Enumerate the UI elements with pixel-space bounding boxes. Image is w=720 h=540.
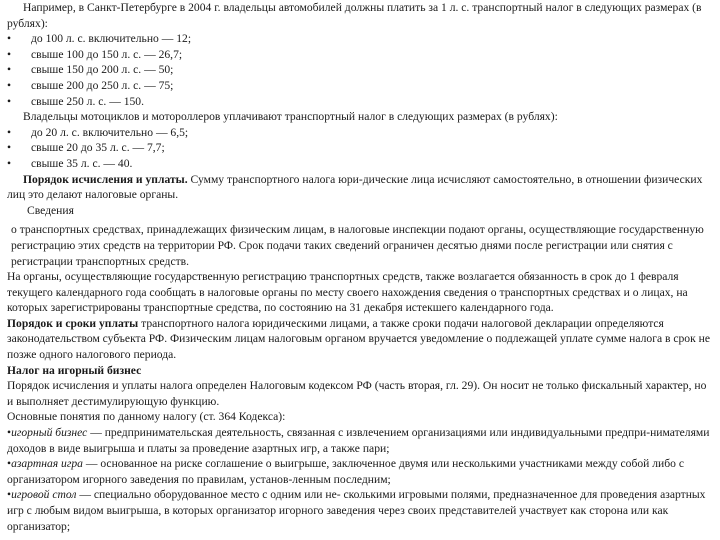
- calc-paragraph: [7, 172, 713, 203]
- moto-intro-paragraph: Владельцы мотоциклов и мотороллеров уплачивают транспортный налог в следующих размерах (в рублях):: [23, 110, 558, 124]
- definition-item: [7, 425, 713, 456]
- list-item: • до 100 л. с. включительно — 12;: [7, 31, 713, 47]
- concepts-intro-paragraph: Основные понятия по данному налогу (ст. 364 Кодекса):: [7, 410, 286, 424]
- bullet-icon: •: [7, 457, 12, 471]
- car-rates-list: [7, 31, 713, 109]
- list-item: • свыше 100 до 150 л. с. — 26,7;: [7, 47, 713, 63]
- list-item: • свыше 200 до 250 л. с. — 75;: [7, 78, 713, 94]
- terms-paragraph: [7, 316, 713, 363]
- info-paragraph: о транспортных средствах, принадлежащих физическим лицам, в налоговые инспекции подают органы, осуществляющие государственную регистрацию этих средств на территории РФ. Срок подачи таких сведений ограничен десятью днями после регистрации или снятия с регистрации транспортных средств.: [11, 223, 704, 268]
- bullet-icon: •: [7, 426, 12, 440]
- info-heading: Сведения: [27, 203, 74, 217]
- terms-heading: Порядок и сроки уплаты: [7, 316, 139, 330]
- definition-term: игровой стол: [11, 488, 77, 502]
- list-item: • свыше 20 до 35 л. с. — 7,7;: [7, 140, 713, 156]
- definition-item: [7, 487, 713, 534]
- terms-text: транспортного налога юридическими лицами, а также сроки подачи налоговой декларации определяются законодательством субъекта РФ. Физическим лицам налоговым органом вручается уведомление о подлежащей уплате сумме налога в срок не позже одного налогового периода.: [7, 316, 710, 362]
- calc-heading: Порядок исчисления и уплаты.: [23, 172, 188, 186]
- definition-text: — специально оборудованное место с одним или не- сколькими игровыми полями, предназначенное для проведения азартных игр с любым видом выигрыша, в которых организатор игорного заведения через своих представителей участвует как сторона или как организатор;: [7, 488, 706, 533]
- document-page: [7, 0, 713, 534]
- list-item: • свыше 250 л. с. — 150.: [7, 94, 713, 110]
- list-item: • до 20 л. с. включительно — 6,5;: [7, 125, 713, 141]
- calc-text: Сумму транспортного налога юри-дические лица исчисляют самостоятельно, в отношении физических лиц это делают налоговые органы.: [7, 172, 703, 202]
- gambling-intro-paragraph: Порядок исчисления и уплаты налога определен Налоговым кодексом РФ (часть вторая, гл. 29). Он носит не только фискальный характер, но и выполняет дестимулирующую функцию.: [7, 379, 707, 408]
- definition-text: — основанное на риске соглашение о выигрыше, заключенное двумя или несколькими участниками между собой либо с организатором игорного заведения по правилам, установ-ленным последним;: [7, 457, 684, 486]
- gambling-heading-text: Налог на игорный бизнес: [7, 363, 142, 377]
- definition-item: [7, 456, 713, 487]
- moto-rates-list: [7, 125, 713, 172]
- definition-text: — предпринимательская деятельность, связанная с извлечением организациями или индивидуальными предпри-нимателями доходов в виде выигрыша и платы за проведение азартных игр, а также пари;: [7, 426, 710, 455]
- list-item: • свыше 35 л. с. — 40.: [7, 156, 713, 172]
- obligation-paragraph: На органы, осуществляющие государственную регистрацию транспортных средств, также возлагается обязанность в срок до 1 февраля текущего календарного года сообщать в налоговые органы по месту своего нахождения сведения о транспортных средствах и о лицах, на которых зарегистрированы транспортные средства, по состоянию на 31 декабря истекшего календарного года.: [7, 270, 688, 315]
- rates-intro-paragraph: Например, в Санкт-Петербурге в 2004 г. владельцы автомобилей должны платить за 1 л. с. транспортный налог в следующих размерах (в рублях):: [7, 1, 702, 30]
- list-item: • свыше 150 до 200 л. с. — 50;: [7, 62, 713, 78]
- gambling-heading: [7, 363, 713, 379]
- definition-term: азартная игра: [11, 457, 83, 471]
- bullet-icon: •: [7, 488, 12, 502]
- definition-term: игорный бизнес: [11, 426, 88, 440]
